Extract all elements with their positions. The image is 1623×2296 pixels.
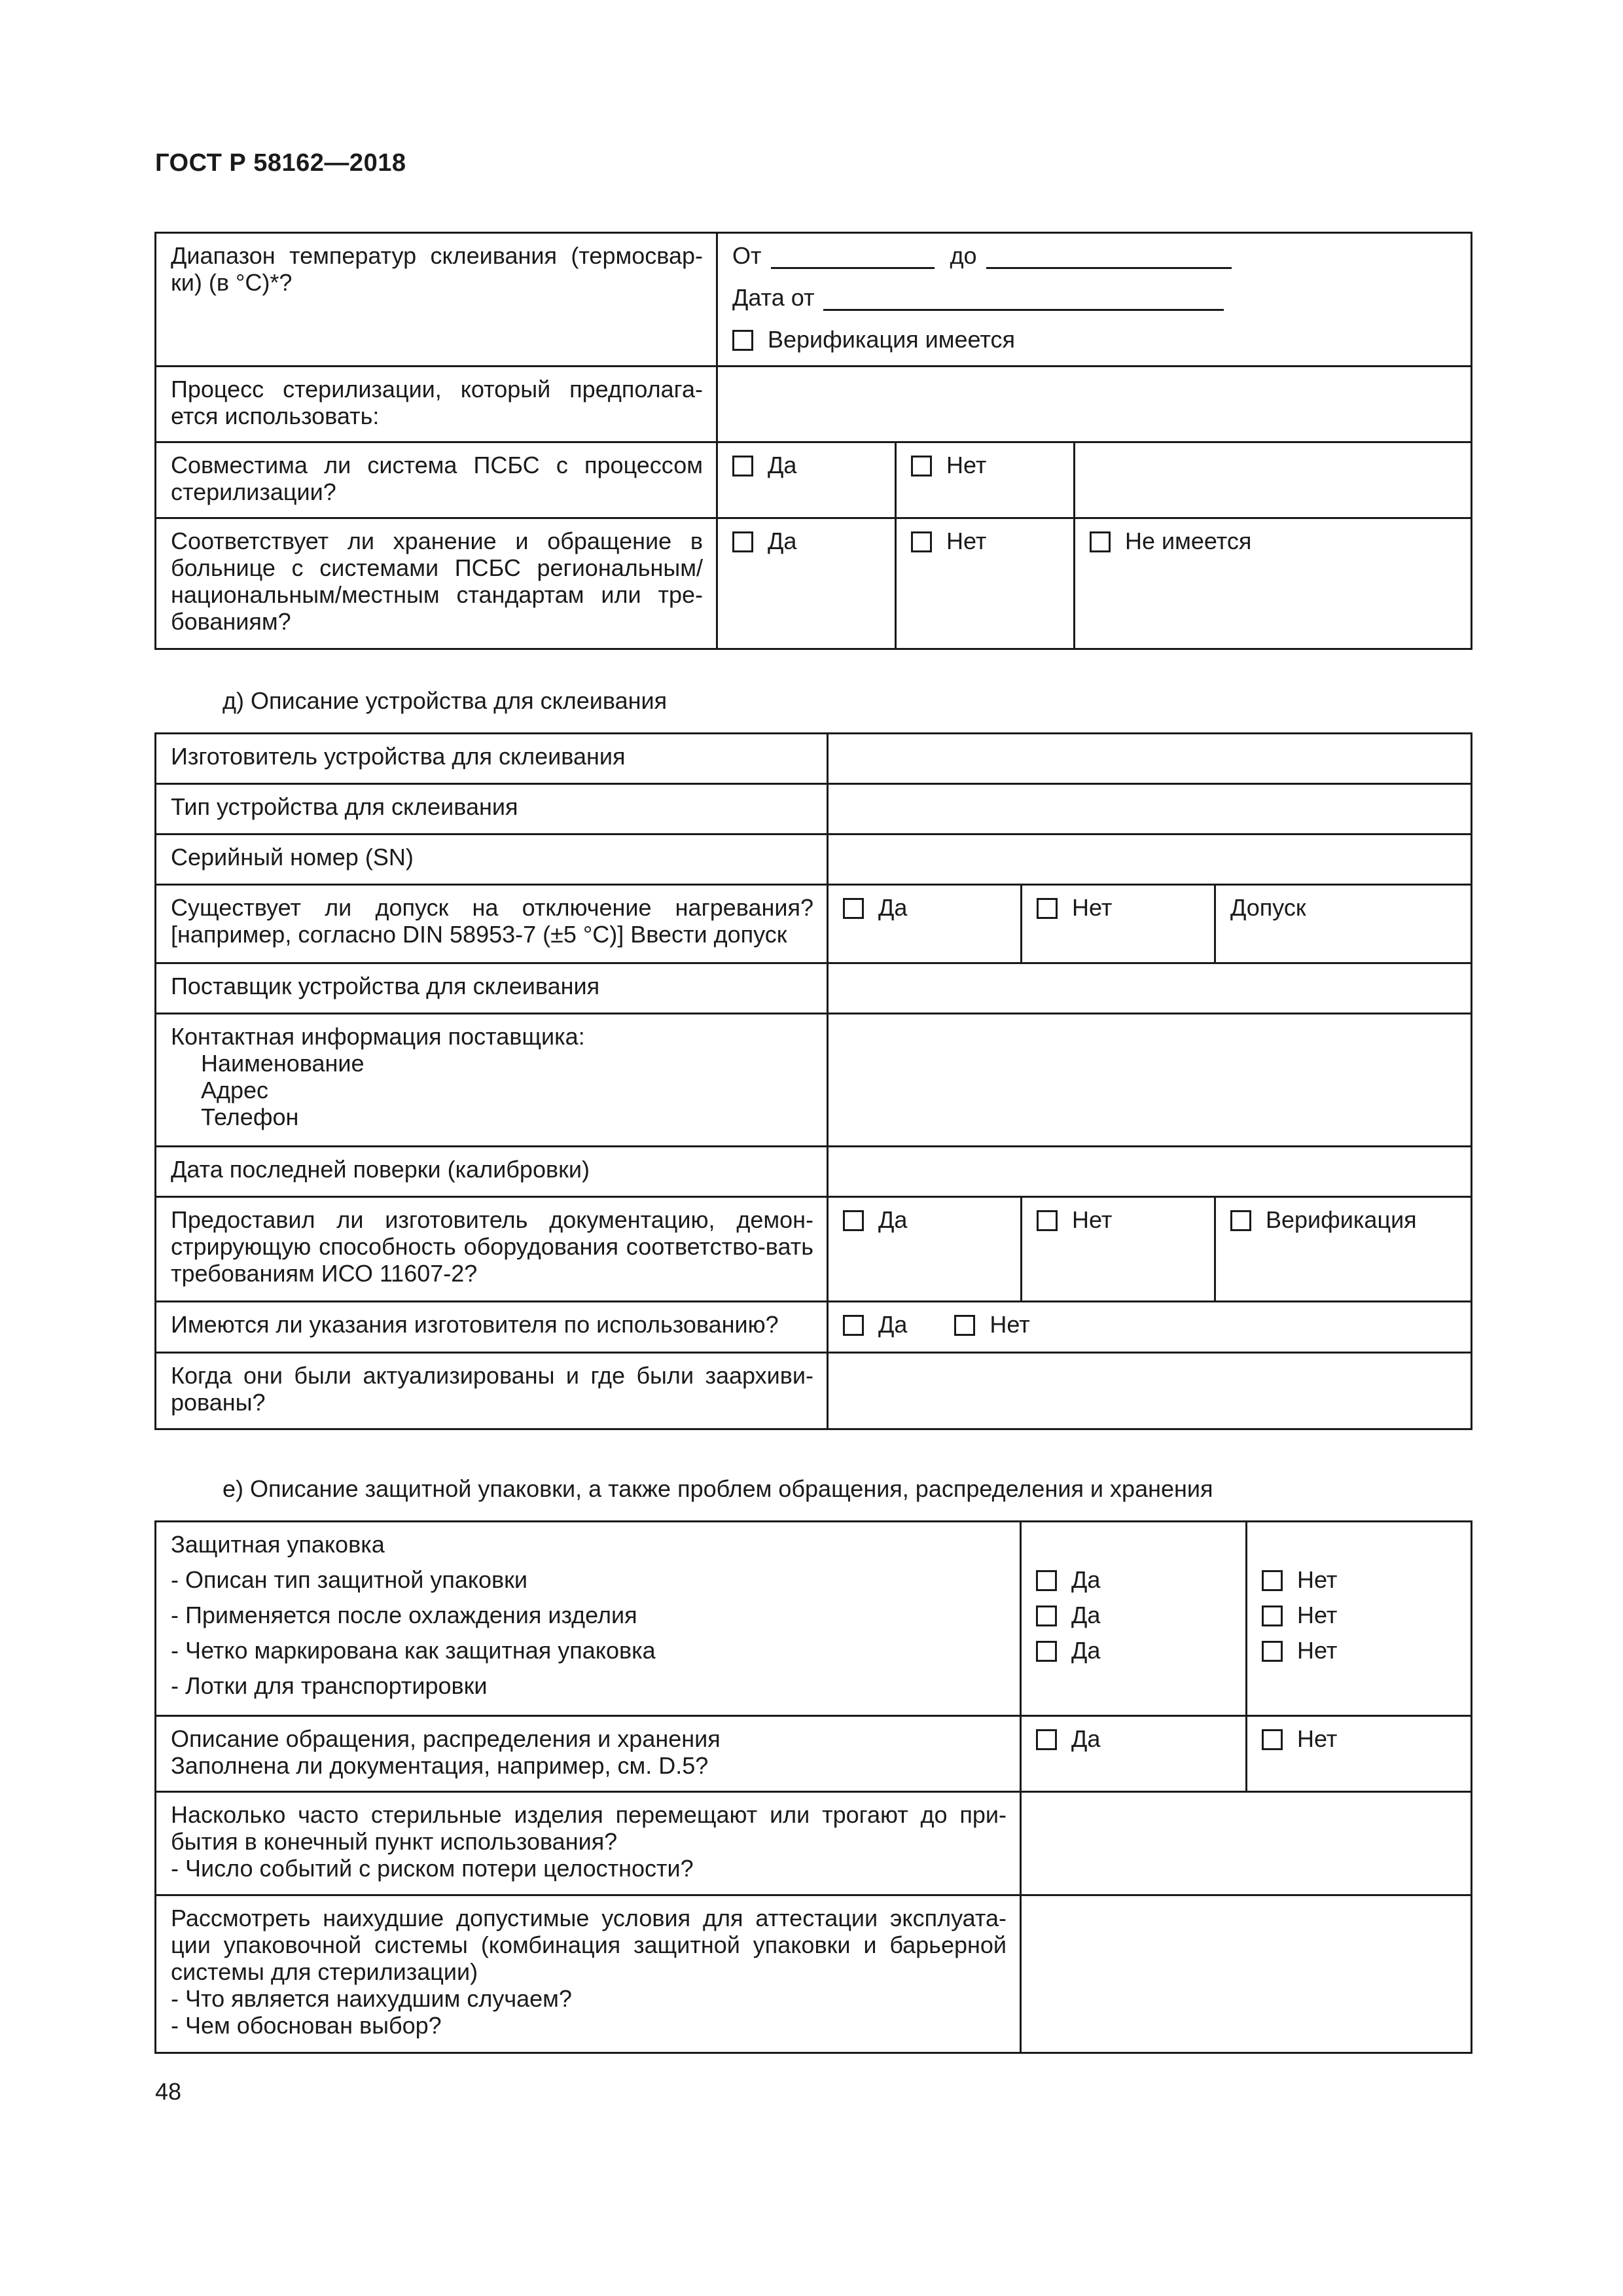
type-described-no-checkbox[interactable] — [1262, 1570, 1283, 1591]
documentation-no-checkbox[interactable] — [1037, 1210, 1058, 1231]
storage-yes-checkbox[interactable] — [732, 531, 753, 552]
worst-case-item: - Что является наихудшим случаем? — [171, 1985, 572, 2012]
calibration-date-field[interactable] — [828, 1147, 1472, 1197]
device-type-label: Тип устройства для склеивания — [156, 784, 828, 834]
protective-item: - Лотки для транспортировки — [171, 1672, 488, 1699]
compatibility-no-checkbox[interactable] — [911, 456, 932, 476]
handling-no-checkbox[interactable] — [1262, 1729, 1283, 1750]
supplier-field[interactable] — [828, 963, 1472, 1014]
clearly-marked-yes-checkbox[interactable] — [1036, 1641, 1057, 1662]
storage-not-available-checkbox[interactable] — [1090, 531, 1111, 552]
worst-case-item: - Чем обоснован выбор? — [171, 2012, 442, 2039]
tolerance-label[interactable]: Допуск — [1215, 885, 1472, 963]
protective-item: - Применяется после охлаждения изделия — [171, 1602, 637, 1628]
no-label: Нет — [1072, 1206, 1113, 1233]
to-temperature-field[interactable] — [986, 245, 1232, 269]
yes-label: Да — [1071, 1637, 1101, 1664]
yes-label: Да — [878, 894, 908, 921]
tolerance-no-checkbox[interactable] — [1037, 898, 1058, 919]
handling-line-1: Описание обращения, распределения и хранения — [171, 1725, 721, 1752]
contact-address-label: Адрес — [201, 1077, 269, 1103]
protective-packaging-cell — [156, 1522, 1021, 1716]
worst-case-question: Рассмотреть наихудшие допустимые условия для аттестации эксплуата-ции упаковочной системы (комбинация защитной упаковки и барьерной системы для стерилизации) — [171, 1905, 1007, 1985]
yes-label: Да — [1071, 1725, 1101, 1752]
frequency-cell — [156, 1792, 1021, 1895]
protective-item: - Описан тип защитной упаковки — [171, 1566, 528, 1593]
applied-after-cooling-no-checkbox[interactable] — [1262, 1605, 1283, 1626]
yes-label: Да — [878, 1206, 908, 1233]
no-label: Нет — [1072, 894, 1113, 921]
from-temperature-field[interactable] — [771, 245, 935, 269]
page-number: 48 — [155, 2078, 182, 2105]
updated-archived-question: Когда они были актуализированы и где были заархиви-рованы? — [156, 1353, 828, 1429]
frequency-question: Насколько часто стерильные изделия перемещают или трогают до при-бытия в конечный пункт использования? — [171, 1801, 1007, 1855]
manufacturer-label: Изготовитель устройства для склеивания — [156, 734, 828, 784]
protective-item: - Четко маркирована как защитная упаковка — [171, 1637, 656, 1664]
frequency-answer-field[interactable] — [1021, 1792, 1472, 1895]
supplier-label: Поставщик устройства для склеивания — [156, 963, 828, 1014]
sterilization-process-answer[interactable] — [717, 367, 1472, 442]
calibration-date-label: Дата последней поверки (калибровки) — [156, 1147, 828, 1197]
handling-line-2: Заполнена ли документация, например, см. D.5? — [171, 1752, 709, 1779]
no-label: Нет — [1297, 1725, 1338, 1752]
section-e-caption: е) Описание защитной упаковки, а также проблем обращения, распределения и хранения — [223, 1475, 1213, 1502]
worst-case-answer-field[interactable] — [1021, 1895, 1472, 2053]
yes-label: Да — [878, 1311, 908, 1338]
contact-info-cell — [156, 1014, 828, 1147]
no-label: Нет — [946, 528, 987, 554]
sealing-device-table — [154, 732, 1472, 1430]
handling-description-cell — [156, 1716, 1021, 1792]
storage-no-checkbox[interactable] — [911, 531, 932, 552]
handling-yes-checkbox[interactable] — [1036, 1729, 1057, 1750]
frequency-item: - Число событий с риском потери целостности? — [171, 1855, 694, 1882]
yes-label: Да — [768, 452, 797, 478]
contact-title: Контактная информация поставщика: — [171, 1023, 585, 1050]
verification-label: Верификация имеется — [768, 326, 1015, 353]
protective-packaging-title: Защитная упаковка — [171, 1531, 385, 1558]
temperature-range-answer — [717, 233, 1472, 367]
serial-number-field[interactable] — [828, 834, 1472, 885]
verification-checkbox[interactable] — [732, 330, 753, 351]
contact-info-field[interactable] — [828, 1014, 1472, 1147]
instructions-question: Имеются ли указания изготовителя по использованию? — [156, 1302, 828, 1353]
compatibility-question: Совместима ли система ПСБС с процессом стерилизации? — [156, 442, 717, 518]
from-label: От — [732, 242, 762, 269]
device-type-field[interactable] — [828, 784, 1472, 834]
instructions-no-checkbox[interactable] — [954, 1315, 975, 1336]
documentation-question: Предоставил ли изготовитель документацию, демон-стрирующую способность оборудования соответство-вать требованиям ИСО 11607-2? — [156, 1197, 828, 1302]
worst-case-cell — [156, 1895, 1021, 2053]
no-label: Нет — [946, 452, 987, 478]
type-described-yes-checkbox[interactable] — [1036, 1570, 1057, 1591]
yes-label: Да — [1071, 1566, 1101, 1593]
date-from-label: Дата от — [732, 284, 815, 311]
yes-label: Да — [1071, 1602, 1101, 1628]
applied-after-cooling-yes-checkbox[interactable] — [1036, 1605, 1057, 1626]
protective-packaging-table — [154, 1520, 1472, 2054]
not-available-label: Не имеется — [1125, 528, 1252, 554]
instructions-yes-checkbox[interactable] — [843, 1315, 864, 1336]
tolerance-yes-checkbox[interactable] — [843, 898, 864, 919]
storage-compliance-question: Соответствует ли хранение и обращение в больнице с системами ПСБС региональным/ национальным/местным стандартам или тре-бованиям? — [156, 518, 717, 649]
serial-number-label: Серийный номер (SN) — [156, 834, 828, 885]
sealing-temperature-table — [154, 232, 1472, 650]
clearly-marked-no-checkbox[interactable] — [1262, 1641, 1283, 1662]
updated-archived-field[interactable] — [828, 1353, 1472, 1429]
no-label: Нет — [1297, 1637, 1338, 1664]
sterilization-process-question: Процесс стерилизации, который предполага-ется использовать: — [156, 367, 717, 442]
verification-label: Верификация — [1266, 1206, 1417, 1233]
contact-name-label: Наименование — [201, 1050, 365, 1077]
manufacturer-field[interactable] — [828, 734, 1472, 784]
documentation-verification-checkbox[interactable] — [1230, 1210, 1251, 1231]
compatibility-empty-cell — [1075, 442, 1472, 518]
to-label: до — [950, 242, 977, 269]
no-label: Нет — [1297, 1602, 1338, 1628]
yes-label: Да — [768, 528, 797, 554]
document-header: ГОСТ Р 58162—2018 — [155, 149, 406, 177]
no-label: Нет — [1297, 1566, 1338, 1593]
date-from-field[interactable] — [823, 287, 1224, 311]
compatibility-yes-checkbox[interactable] — [732, 456, 753, 476]
documentation-yes-checkbox[interactable] — [843, 1210, 864, 1231]
no-label: Нет — [990, 1311, 1030, 1338]
section-d-caption: д) Описание устройства для склеивания — [223, 687, 668, 714]
tolerance-question: Существует ли допуск на отключение нагревания? [например, согласно DIN 58953-7 (±5 °С)] Ввести допуск — [156, 885, 828, 963]
temperature-range-question: Диапазон температур склеивания (термосвар-ки) (в °С)*? — [156, 233, 717, 367]
contact-phone-label: Телефон — [201, 1103, 299, 1130]
